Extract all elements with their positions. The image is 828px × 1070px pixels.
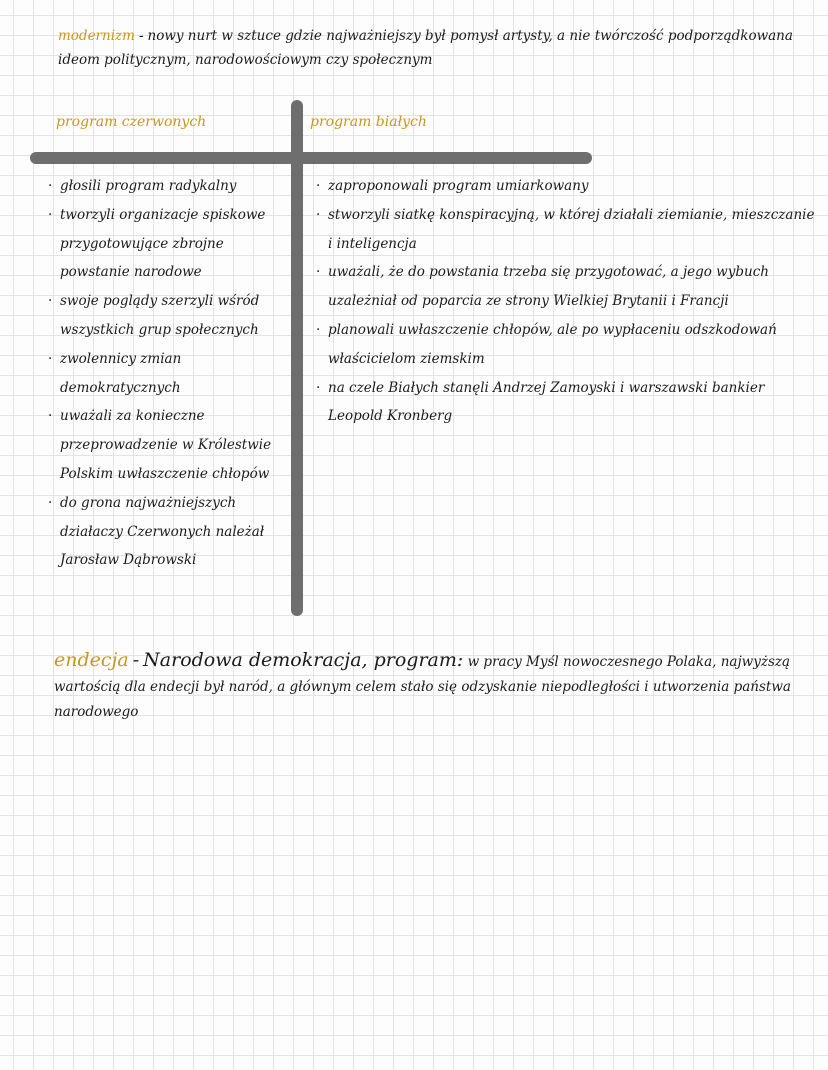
term-modernizm: modernizm [58,28,135,44]
endecja-text: w pracy Myśl nowoczesnego Polaka, najwyższą wartością dla endecji był naród, a głównym celem stało się odzyskanie niepodległości i utworzenia państwa narodowego [54,654,791,720]
list-item: · uważali, że do powstania trzeba się przygotować, a jego wybuch uzależniał od poparcia ze strony Wielkiej Brytanii i Francji [316,258,816,316]
intro-definition [58,24,823,72]
dash: - [138,28,144,44]
term-endecja: endecja [54,649,129,671]
endecja-title: Narodowa demokracja, program: [143,649,464,671]
list-czerwoni [48,172,284,575]
dash: - [132,649,140,671]
list-item: · do grona najważniejszych działaczy Czerwonych należał Jarosław Dąbrowski [48,489,284,575]
list-item: · uważali za konieczne przeprowadzenie w Królestwie Polskim uwłaszczenie chłopów [48,402,284,488]
list-item: · głosili program radykalny [48,172,284,201]
table-horizontal-divider [30,152,592,164]
header-program-czerwonych: program czerwonych [56,114,207,130]
list-item: · zaproponowali program umiarkowany [316,172,816,201]
intro-text: nowy nurt w sztuce gdzie najważniejszy był pomysł artysty, a nie twórczość podporządkowana ideom politycznym, narodowościowym czy społecznym [58,28,793,68]
header-program-bialych: program białych [310,114,427,130]
list-item: · tworzyli organizacje spiskowe przygotowujące zbrojne powstanie narodowe [48,201,284,287]
endecja-definition [54,648,824,725]
list-item: · swoje poglądy szerzyli wśród wszystkich grup społecznych [48,287,284,345]
list-item: · na czele Białych stanęli Andrzej Zamoyski i warszawski bankier Leopold Kronberg [316,374,816,432]
list-item: · planowali uwłaszczenie chłopów, ale po wypłaceniu odszkodowań właścicielom ziemskim [316,316,816,374]
list-item: · stworzyli siatkę konspiracyjną, w której działali ziemianie, mieszczanie i inteligencja [316,201,816,259]
list-biali [316,172,816,431]
table-vertical-divider [291,100,303,616]
list-item: · zwolennicy zmian demokratycznych [48,345,284,403]
